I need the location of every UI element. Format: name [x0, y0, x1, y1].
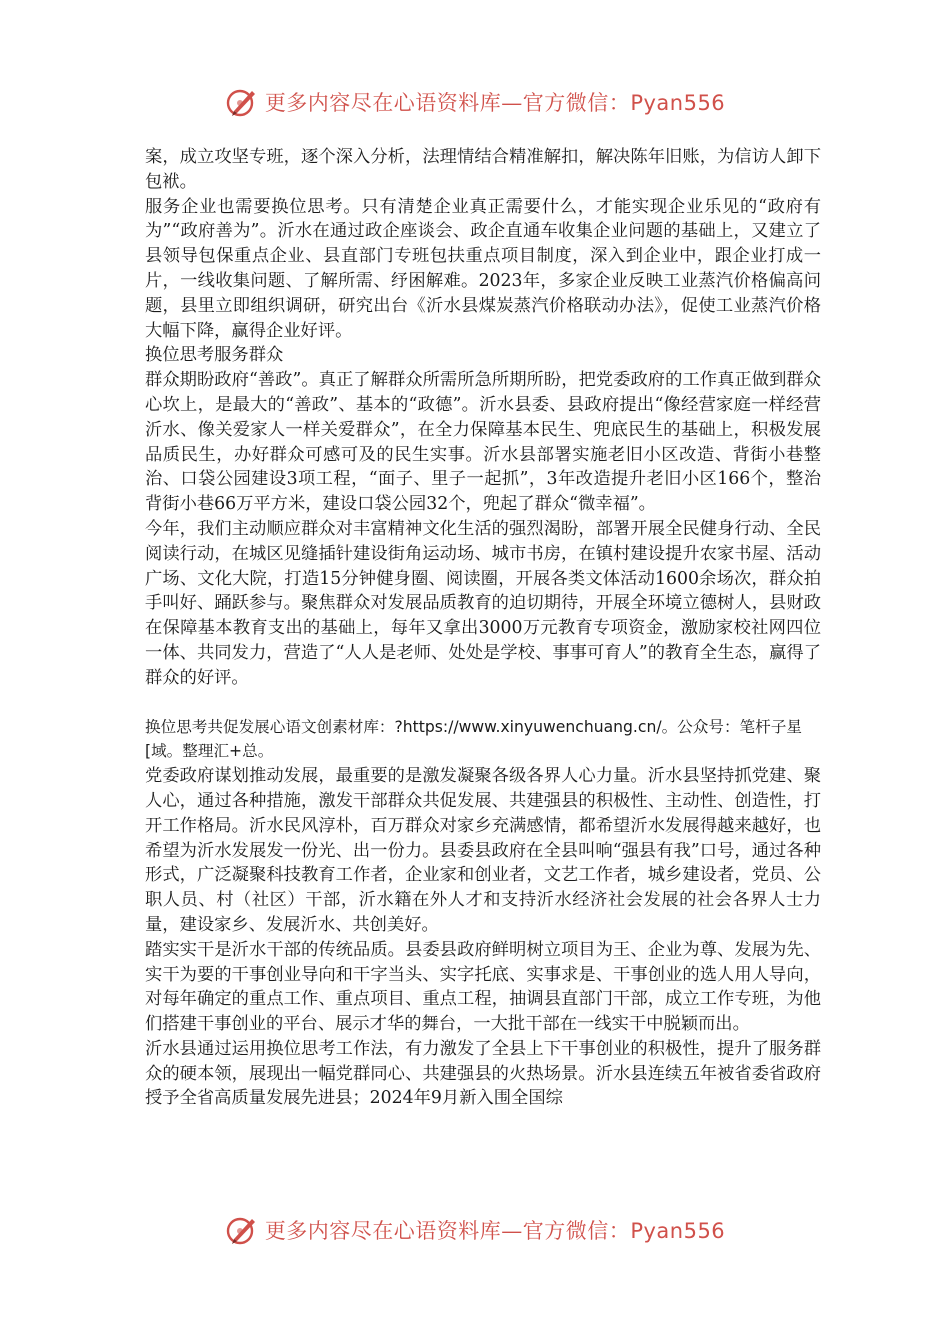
body-paragraph: 服务企业也需要换位思考。只有清楚企业真正需要什么，才能实现企业乐见的“政府有为”“政府善为”。沂水在通过政企座谈会、政企直通车收集企业问题的基础上，又建立了县领导包保重点企业、县直部门专班包扶重点项目制度，深入到企业中，跟企业打成一片，一线收集问题、了解所需、纾困解难。2023年，多家企业反映工业蒸汽价格偏高问题，县里立即组织调研，研究出台《沂水县煤炭蒸汽价格联动办法》，促使工业蒸汽价格大幅下降，赢得企业好评。 [145, 196, 821, 341]
banner-label: 更多内容尽在心语资料库—官方微信： [264, 91, 631, 115]
banner-wechat-id: Pyan556 [630, 1219, 726, 1243]
body-paragraph: 今年，我们主动顺应群众对丰富精神文化生活的强烈渴盼，部署开展全民健身行动、全民阅读行动，在城区见缝插针建设街角运动场、城市书房，在镇村建设提升农家书屋、活动广场、文化大院，打造15分钟健身圈、阅读圈，开展各类文体活动1600余场次，群众拍手叫好、踊跃参与。聚焦群众对发展品质教育的迫切期待，开展全环境立德树人，县财政在保障基本教育支出的基础上，每年又拿出3000万元教育专项资金，激励家校社网四位一体、共同发力，营造了“人人是老师、处处是学校、事事可育人”的教育全生态，赢得了群众的好评。 [145, 518, 821, 688]
pen-circle-logo-icon [225, 85, 259, 119]
body-paragraph: 案，成立攻坚专班，逐个深入分析，法理情结合精准解扣，解决陈年旧账，为信访人卸下包袱。 [145, 147, 821, 192]
banner-wechat-id: Pyan556 [630, 91, 726, 115]
body-paragraph: 沂水县通过运用换位思考工作法，有力激发了全县上下干事创业的积极性，提升了服务群众的硬本领，展现出一幅党群同心、共建强县的火热场景。沂水县连续五年被省委省政府授予全省高质量发展先进县；2024年9月新入围全国综 [145, 1038, 821, 1109]
body-paragraph: 踏实实干是沂水干部的传统品质。县委县政府鲜明树立项目为王、企业为尊、发展为先、实干为要的干事创业导向和干字当头、实字托底、实事求是、干事创业的选人用人导向，对每年确定的重点工作、重点项目、重点工程，抽调县直部门干部，成立工作专班，为他们搭建干事创业的平台、展示才华的舞台，一大批干部在一线实干中脱颖而出。 [145, 939, 821, 1035]
document-body [145, 145, 821, 1111]
banner-text [265, 1215, 725, 1245]
footer-banner-inner [225, 1213, 725, 1247]
banner-text [265, 87, 725, 117]
pen-circle-logo-icon [225, 1213, 259, 1247]
source-note: 换位思考共促发展心语文创素材库：?https://www.xinyuwenchuang.cn/。公众号：笔杆子星[域。整理汇+总。 [145, 717, 802, 761]
body-paragraph: 群众期盼政府“善政”。真正了解群众所需所急所期所盼，把党委政府的工作真正做到群众心坎上，是最大的“善政”、基本的“政德”。沂水县委、县政府提出“像经营家庭一样经营沂水、像关爱家人一样关爱群众”，在全力保障基本民生、兜底民生的基础上，积极发展品质民生，办好群众可感可及的民生实事。沂水县部署实施老旧小区改造、背街小巷整治、口袋公园建设3项工程，“面子、里子一起抓”，3年改造提升老旧小区166个，整治背街小巷66万平方米，建设口袋公园32个，兜起了群众“微幸福”。 [145, 370, 821, 515]
body-paragraph: 党委政府谋划推动发展，最重要的是激发凝聚各级各界人心力量。沂水县坚持抓党建、聚人心，通过各种措施，激发干部群众共促发展、共建强县的积极性、主动性、创造性，打开工作格局。沂水民风淳朴，百万群众对家乡充满感情，都希望沂水发展得越来越好，也希望为沂水发展发一份光、出一份力。县委县政府在全县叫响“强县有我”口号，通过各种形式，广泛凝聚科技教育工作者，企业家和创业者，文艺工作者，城乡建设者，党员、公职人员、村（社区）干部，沂水籍在外人才和支持沂水经济社会发展的社会各界人士力量，建设家乡、发展沂水、共创美好。 [145, 766, 821, 935]
header-banner-inner [225, 85, 725, 119]
paragraph-spacer [145, 691, 821, 715]
banner-label: 更多内容尽在心语资料库—官方微信： [264, 1219, 631, 1243]
header-banner [0, 80, 950, 124]
section-heading: 换位思考服务群众 [145, 345, 284, 366]
footer-banner [0, 1208, 950, 1252]
